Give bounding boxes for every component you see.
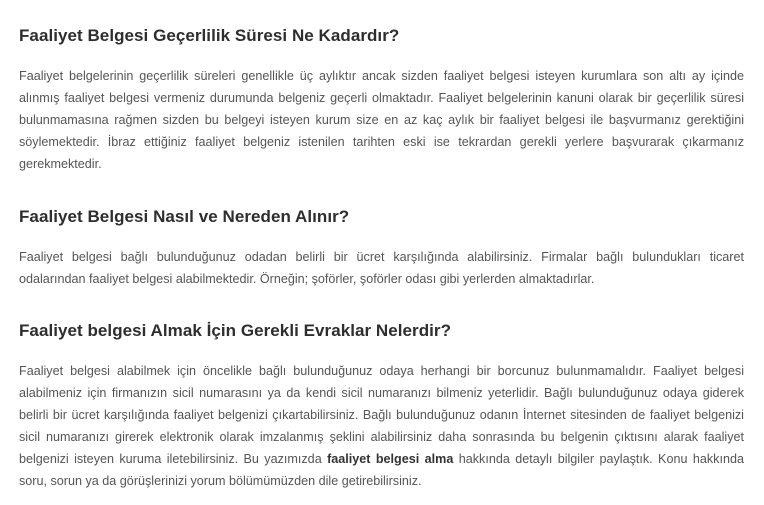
article-content	[19, 0, 744, 492]
heading-how-where-obtain: Faaliyet Belgesi Nasıl ve Nereden Alınır?	[19, 207, 350, 226]
heading-validity-period: Faaliyet Belgesi Geçerlilik Süresi Ne Kadardır?	[19, 26, 400, 45]
paragraph-required-documents-text-before: Faaliyet belgesi alabilmek için öncelikle bağlı bulunduğunuz odaya herhangi bir borcunuz bulunmamalıdır. Faaliyet belgesi alabilmeniz için firmanızın sicil numarasını ya da kendi sicil numaranızı bilmeniz yeterlidir. Bağlı bulunduğunuz odaya giderek belirli bir ücret karşılığında faaliyet belgenizi çıkartabilirsiniz. Bağlı bulunduğunuz odanın İnternet sitesinden de faaliyet belgenizi sicil numaranızı girerek elektronik olarak imzalanmış şeklini alabilirsiniz daha sonrasında bu belgenin çıktısını alarak faaliyet belgenizi isteyen kuruma iletebilirsiniz. Bu yazımızda	[19, 364, 744, 466]
keyword-faaliyet-belgesi-alma: faaliyet belgesi alma	[327, 452, 454, 466]
paragraph-how-where-obtain: Faaliyet belgesi bağlı bulunduğunuz odadan belirli bir ücret karşılığında alabilirsiniz. Firmalar bağlı bulundukları ticaret odalarından faaliyet belgesi alabilmektedir. Örneğin; şoförler, şoförler odası gibi yerlerden almaktadırlar.	[19, 250, 744, 286]
heading-required-documents: Faaliyet belgesi Almak İçin Gerekli Evraklar Nelerdir?	[19, 321, 451, 340]
paragraph-required-documents	[19, 360, 744, 492]
paragraph-validity-period: Faaliyet belgelerinin geçerlilik süreleri genellikle üç aylıktır ancak sizden faaliyet belgesi isteyen kurumlara son altı ay içinde alınmış faaliyet belgesi vermeniz durumunda belgeniz geçerli olmaktadır. Faaliyet belgelerinin kanuni olarak bir geçerlilik süresi bulunmamasına rağmen sizden bu belgeyi isteyen kurum size en az kaç aylık bir faaliyet belgesi ile başvurmanız gerektiğini söylemektedir. İbraz ettiğiniz faaliyet belgeniz istenilen tarihten eski ise tekrardan gerekli yerlere başvurarak çıkarmanız gerekmektedir.	[19, 69, 744, 171]
paragraph-required-documents-text-after: hakkında detaylı bilgiler paylaştık. Konu hakkında soru, sorun ya da görüşlerinizi yorum bölümümüzden dile getirebilirsiniz.	[19, 452, 744, 488]
